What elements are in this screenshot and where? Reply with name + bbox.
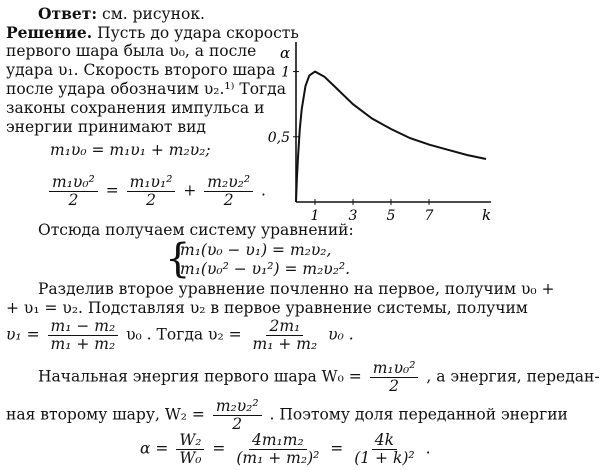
alpha-fraction-1-den: W₀: [179, 449, 202, 467]
alpha-vs-k-chart: [267, 30, 493, 224]
momentum-equation: m₁υ₀ = m₁υ₁ + m₂υ₂;: [50, 141, 211, 159]
system-intro: Отсюда получаем систему уравнений:: [38, 221, 354, 239]
alpha-fraction-3: [351, 432, 417, 467]
velocity-fraction-2: [250, 318, 321, 353]
energy-line-1-num: m₁υ₀²: [370, 360, 419, 378]
velocity-fraction-1: [48, 318, 119, 353]
energy-line-1-pre: Начальная энергия первого шара W₀ =: [38, 367, 362, 386]
alpha-fraction-1-num: W₂: [176, 432, 204, 450]
energy-eq-sign: =: [105, 181, 119, 200]
velocity-fraction-1-den: m₁ + m₂: [50, 335, 116, 353]
energy-line-2: [6, 398, 568, 433]
energy-line-2-den: 2: [232, 415, 243, 433]
solution-line-3: удара υ₁. Скорость второго шара: [6, 61, 276, 79]
energy-line-1-fraction: [370, 360, 419, 395]
x-tick-label: 1: [310, 208, 320, 224]
energy-line-1-den: 2: [389, 377, 399, 395]
energy-term-1-num: m₁υ₀²: [49, 174, 98, 192]
velocity-fraction-2-num: 2m₁: [266, 318, 303, 336]
alpha-curve: [296, 72, 486, 202]
answer-line: [38, 4, 205, 24]
alpha-fraction-2: [233, 432, 322, 467]
velocity-fraction-2-den: m₁ + m₂: [252, 335, 318, 353]
energy-term-2-den: 2: [146, 191, 156, 209]
x-axis-label: k: [482, 206, 492, 224]
energy-equation: [46, 174, 266, 209]
alpha-fraction-1: [176, 432, 204, 467]
alpha-lhs: α =: [140, 439, 169, 458]
velocity-lhs: υ₁ =: [6, 325, 40, 344]
alpha-eq-2: =: [330, 439, 344, 458]
alpha-fraction-2-num: 4m₁m₂: [249, 432, 307, 450]
system-brace: {: [165, 236, 191, 282]
energy-line-2-pre: ная второму шару, W₂ =: [6, 405, 205, 424]
velocity-fraction-1-num: m₁ − m₂: [48, 318, 119, 336]
solution-text-1: Пусть до удара скорость: [97, 24, 299, 42]
alpha-end: .: [425, 439, 431, 458]
x-tick-label: 7: [424, 208, 434, 224]
solution-label: Решение.: [6, 23, 93, 42]
energy-line-1-post: , а энергия, передан-: [426, 367, 600, 386]
answer-label: Ответ:: [38, 4, 98, 23]
energy-plus-sign: +: [183, 181, 197, 200]
energy-line-2-num: m₂υ₂²: [213, 398, 262, 416]
energy-line-1: [38, 360, 600, 395]
alpha-fraction-3-num: 4k: [372, 432, 397, 450]
alpha-eq-1: =: [212, 439, 226, 458]
y-tick-label: 1: [281, 64, 290, 81]
energy-end: .: [260, 181, 266, 200]
alpha-fraction-3-den: (1 + k)²: [354, 449, 415, 467]
alpha-formula: [140, 432, 431, 467]
energy-term-1-den: 2: [68, 191, 79, 209]
energy-term-2-num: m₁υ₁²: [127, 174, 176, 192]
solution-line-6: энергии принимают вид: [6, 118, 206, 136]
energy-line-2-post: . Поэтому доля переданной энергии: [269, 405, 568, 424]
energy-term-2: [127, 174, 176, 209]
solution-line-5: законы сохранения импульса и: [6, 99, 265, 117]
energy-term-3-den: 2: [223, 191, 234, 209]
system-eq-2: m₁(υ₀² − υ₁²) = m₂υ₂².: [180, 260, 351, 278]
system-eq-1: m₁(υ₀ − υ₁) = m₂υ₂,: [180, 241, 332, 259]
y-tick-label: 0,5: [267, 129, 290, 146]
velocity-end: υ₀ .: [328, 325, 354, 344]
paragraph-2-line-1: Разделив второе уравнение почленно на первое, получим υ₀ +: [38, 280, 555, 298]
solution-line-2: первого шара была υ₀, а после: [6, 42, 257, 60]
paragraph-2-line-2: + υ₁ = υ₂. Подставляя υ₂ в первое уравнение системы, получим: [6, 299, 528, 317]
x-tick-label: 5: [386, 208, 396, 224]
energy-term-3: [204, 174, 253, 209]
y-axis-label: α: [280, 44, 291, 62]
alpha-fraction-2-den: (m₁ + m₂)²: [236, 449, 320, 467]
velocity-mid: υ₀ . Тогда υ₂ =: [126, 325, 242, 344]
energy-term-3-num: m₂υ₂²: [204, 174, 253, 192]
answer-text: см. рисунок.: [102, 5, 205, 23]
energy-term-1: [49, 174, 98, 209]
solution-line-1: [6, 23, 299, 43]
x-tick-label: 3: [348, 208, 358, 224]
solution-line-4: после удара обозначим υ₂.¹⁾ Тогда: [6, 80, 286, 98]
velocity-formula: [6, 318, 354, 353]
energy-line-2-fraction: [213, 398, 262, 433]
